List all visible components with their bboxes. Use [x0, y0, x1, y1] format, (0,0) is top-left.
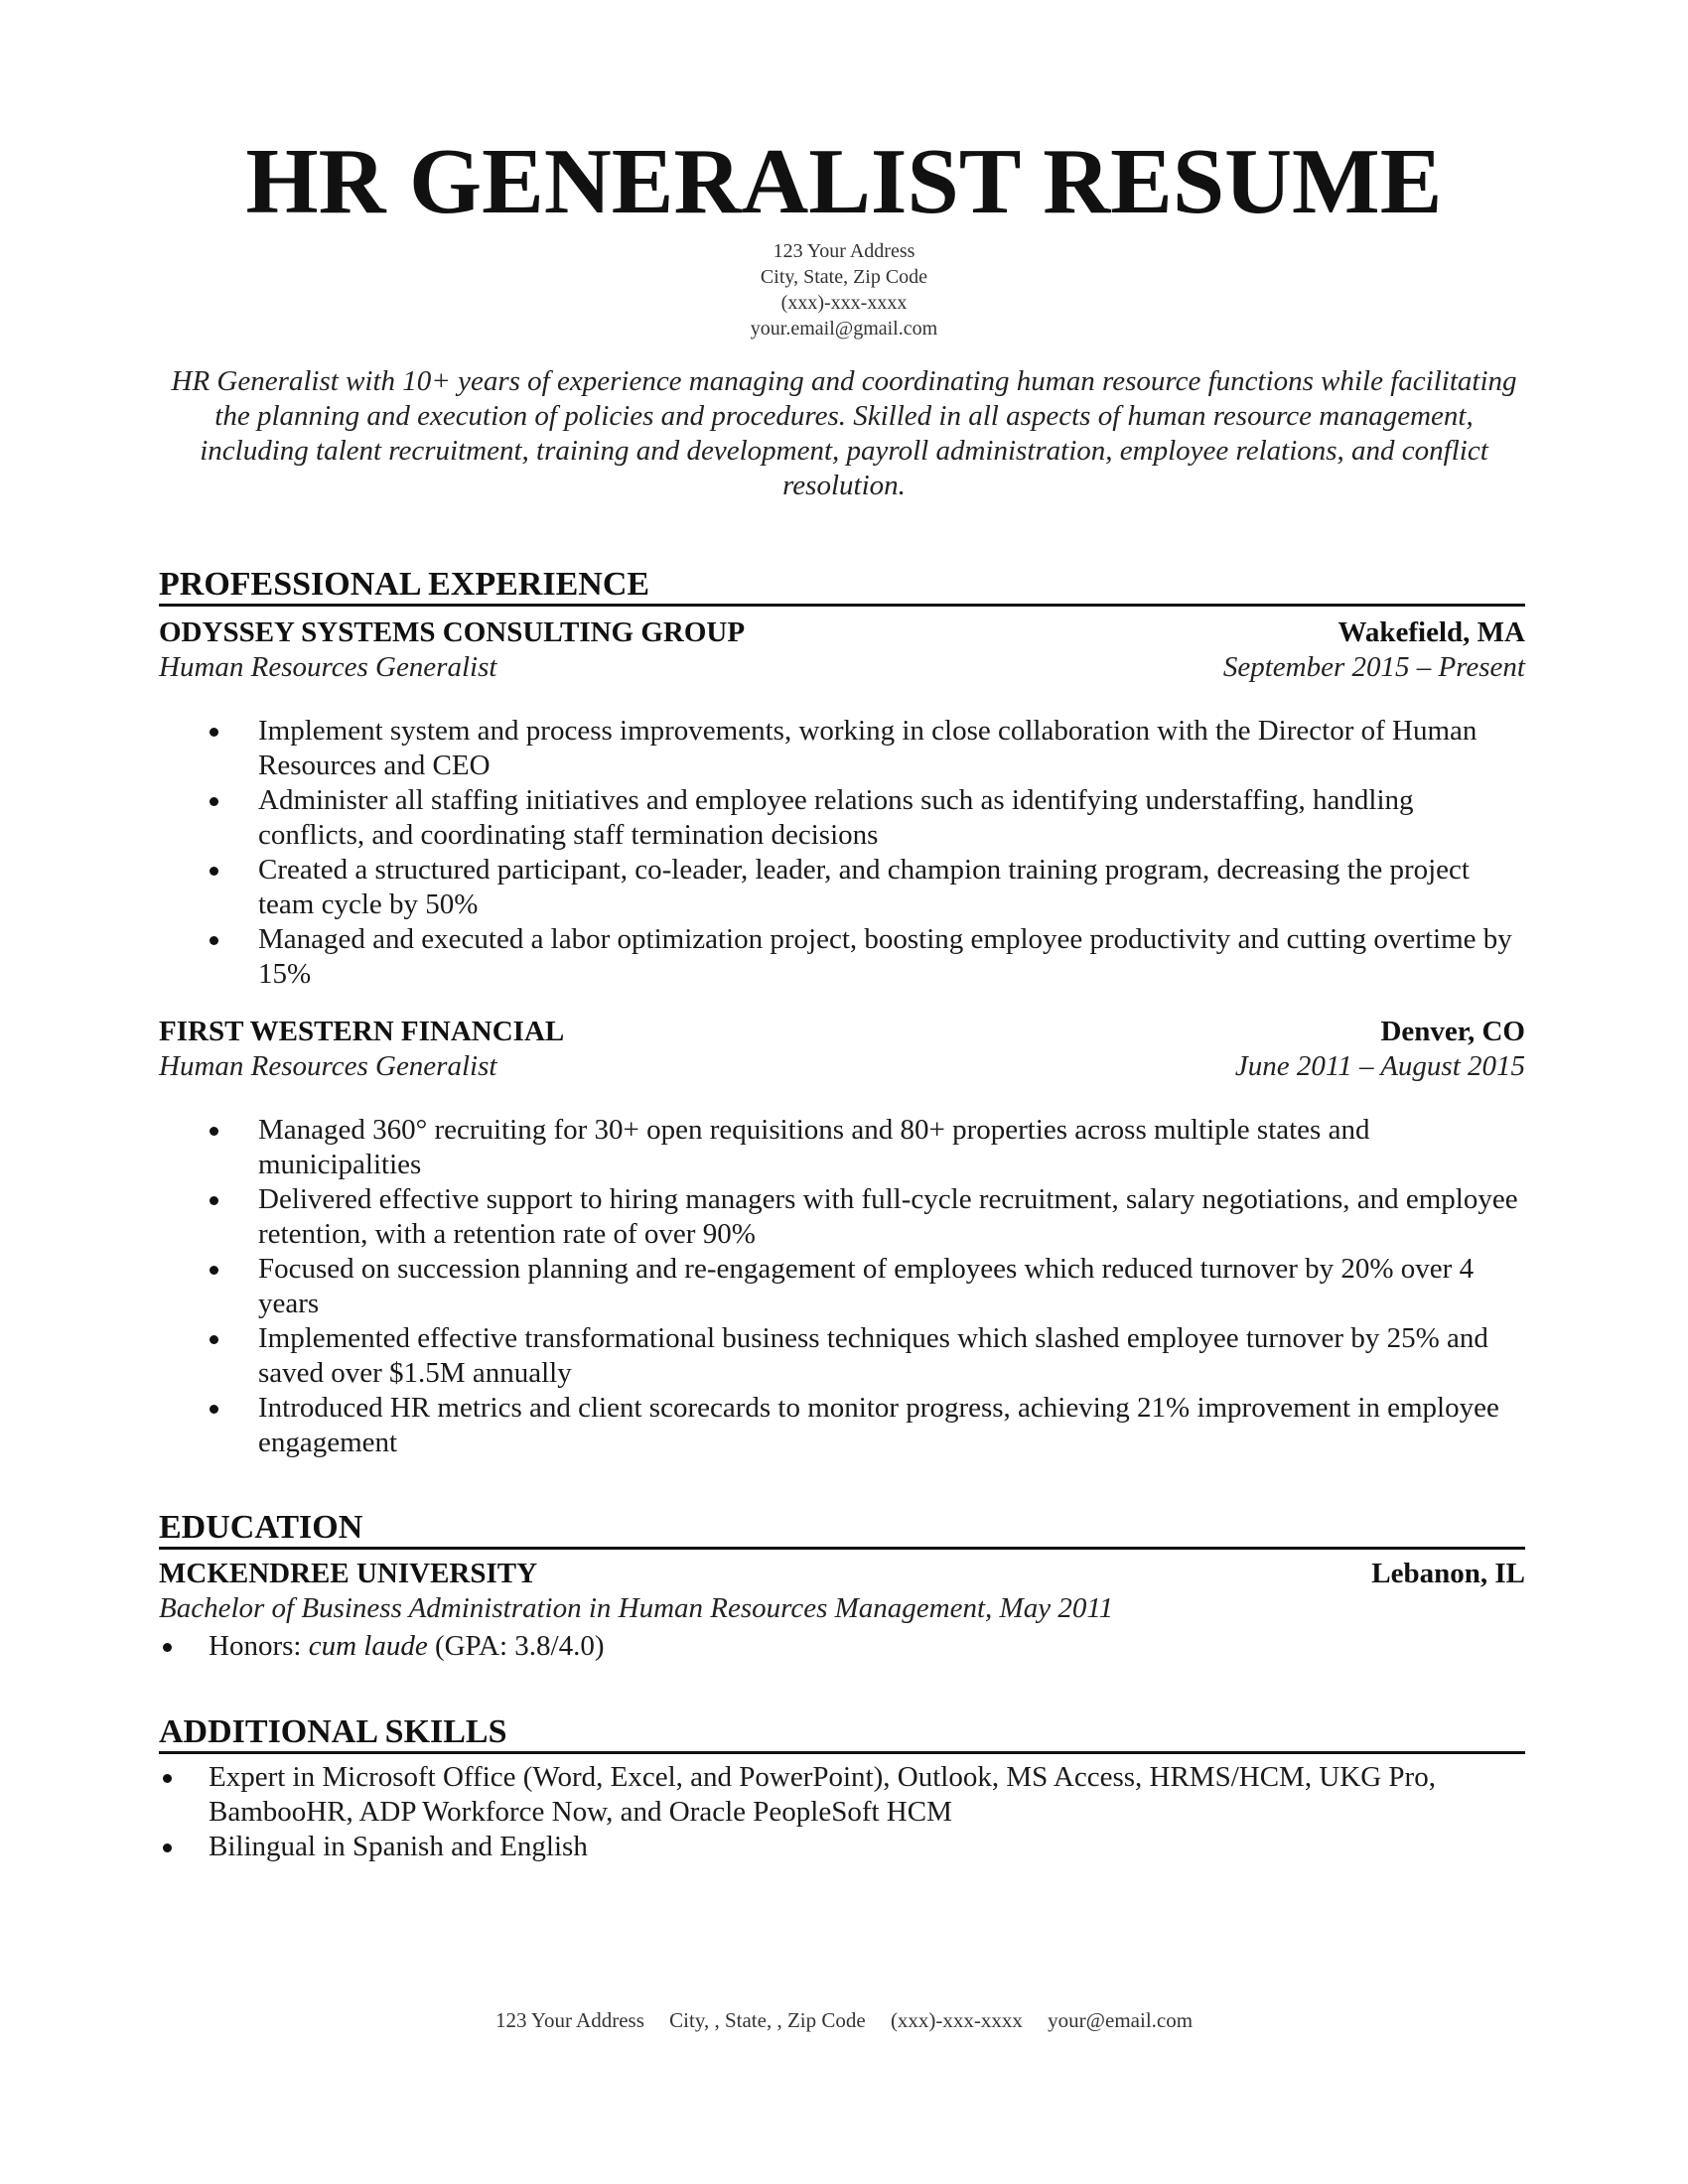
professional-summary: HR Generalist with 10+ years of experience managing and coordinating human resource functions while facilitating the planning and execution of policies and procedures. Skilled in all aspects of human resource management, including talent recruitment, training and development, payroll administration, employee relations, and conflict resolution. [171, 365, 1517, 501]
contact-block [0, 238, 1688, 341]
list-item [159, 1113, 1525, 1182]
list-item [159, 1629, 1525, 1664]
contact-address: 123 Your Address [773, 240, 915, 262]
honors-latin: cum laude [308, 1630, 428, 1662]
bullet-text: Expert in Microsoft Office (Word, Excel, and PowerPoint), Outlook, MS Access, HRMS/HCM, UKG Pro, BambooHR, ADP Workforce Now, and Oracle PeopleSoft HCM [209, 1761, 1436, 1828]
bullet-text: Managed 360° recruiting for 30+ open requisitions and 80+ properties across multiple states and municipalities [258, 1114, 1370, 1180]
school-location: Lebanon, IL [1371, 1558, 1525, 1589]
list-item [159, 1321, 1525, 1391]
honors-gpa: (GPA: 3.8/4.0) [427, 1630, 605, 1662]
bullet-text: Managed and executed a labor optimization project, boosting employee productivity and cutting overtime by 15% [258, 923, 1512, 990]
footer-city-state-zip: City, , State, , Zip Code [669, 2008, 866, 2032]
bullet-text: Delivered effective support to hiring managers with full-cycle recruitment, salary negotiations, and employee retention, with a retention rate of over 90% [258, 1183, 1518, 1250]
honors-prefix: Honors: [209, 1630, 309, 1662]
bullet-dot [163, 1774, 172, 1783]
job-bullets [159, 1113, 1525, 1460]
resume-title: HR GENERALIST RESUME [245, 130, 1443, 233]
bullet-text: Implement system and process improvements, working in close collaboration with the Director of Human Resources and CEO [258, 715, 1477, 781]
experience-section [159, 566, 1525, 1460]
list-item [159, 1391, 1525, 1460]
job-bullets [159, 714, 1525, 992]
bullet-dot [210, 728, 218, 737]
bullet-text: Administer all staffing initiatives and employee relations such as identifying understaffing, handling conflicts, and coordinating staff termination decisions [258, 784, 1414, 851]
job-company: ODYSSEY SYSTEMS CONSULTING GROUP [159, 616, 746, 648]
contact-city-state-zip: City, State, Zip Code [760, 266, 928, 288]
school-name: MCKENDREE UNIVERSITY [159, 1558, 538, 1589]
bullet-dot [163, 1643, 172, 1652]
bullet-dot [210, 1405, 218, 1414]
degree: Bachelor of Business Administration in Human Resources Management, May 2011 [159, 1592, 1114, 1624]
skills-section [159, 1713, 1525, 1864]
job-entry [159, 1014, 1525, 1460]
bullet-text: Focused on succession planning and re-engagement of employees which reduced turnover by 20% over 4 years [258, 1253, 1475, 1319]
bullet-text: Created a structured participant, co-leader, leader, and champion training program, decreasing the project team cycle by 50% [258, 854, 1470, 920]
bullet-dot [163, 1843, 172, 1852]
bullet-dot [210, 1127, 218, 1136]
job-dates: September 2015 – Present [1222, 651, 1525, 683]
list-item [159, 1252, 1525, 1321]
education-section [159, 1509, 1525, 1664]
skills-heading: ADDITIONAL SKILLS [159, 1713, 1525, 1754]
list-item [159, 1760, 1525, 1830]
page-footer [0, 2008, 1688, 2033]
footer-email: your@email.com [1048, 2008, 1194, 2032]
bullet-dot [210, 1196, 218, 1205]
bullet-dot [210, 1335, 218, 1344]
footer-phone: (xxx)-xxx-xxxx [890, 2008, 1023, 2032]
contact-phone: (xxx)-xxx-xxxx [780, 292, 908, 314]
bullet-dot [210, 867, 218, 876]
job-location: Denver, CO [1380, 1016, 1525, 1047]
bullet-text: Bilingual in Spanish and English [209, 1831, 588, 1862]
education-bullets [159, 1629, 1525, 1664]
experience-heading: PROFESSIONAL EXPERIENCE [159, 566, 1525, 607]
education-heading: EDUCATION [159, 1509, 1525, 1550]
contact-email: your.email@gmail.com [750, 318, 938, 340]
footer-address: 123 Your Address [494, 2008, 644, 2032]
job-entry [159, 614, 1525, 992]
list-item [159, 783, 1525, 853]
skills-bullets [159, 1760, 1525, 1864]
job-location: Wakefield, MA [1337, 616, 1525, 648]
bullet-text: Introduced HR metrics and client scorecards to monitor progress, achieving 21% improvement in employee engagement [258, 1392, 1499, 1458]
list-item [159, 853, 1525, 922]
job-role: Human Resources Generalist [159, 651, 497, 683]
list-item [159, 714, 1525, 783]
list-item [159, 922, 1525, 992]
list-item [159, 1830, 1525, 1864]
job-role: Human Resources Generalist [159, 1050, 497, 1082]
bullet-text: Implemented effective transformational business techniques which slashed employee turnover by 25% and saved over $1.5M annually [258, 1322, 1488, 1389]
job-dates: June 2011 – August 2015 [1234, 1050, 1525, 1082]
list-item [159, 1182, 1525, 1252]
job-company: FIRST WESTERN FINANCIAL [159, 1016, 565, 1047]
bullet-dot [210, 797, 218, 806]
bullet-dot [210, 936, 218, 945]
bullet-dot [210, 1266, 218, 1275]
